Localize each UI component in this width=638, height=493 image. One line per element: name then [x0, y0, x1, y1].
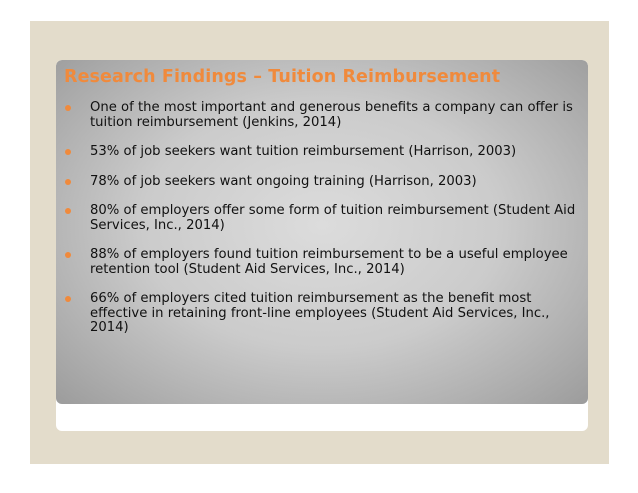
bullet-dot-icon	[65, 149, 71, 155]
slide-frame	[30, 21, 609, 464]
bullet-dot-icon	[65, 179, 71, 185]
bullet-text: 78% of job seekers want ongoing training (Harrison, 2003)	[90, 173, 477, 189]
bullet-dot-icon	[65, 105, 71, 111]
slide	[56, 60, 588, 431]
bullet-item	[62, 175, 578, 190]
bullet-item	[62, 101, 578, 130]
bullet-item	[62, 248, 578, 277]
bullet-text: 80% of employers offer some form of tuition reimbursement (Student Aid Services, Inc., 2014)	[90, 203, 576, 233]
bullet-dot-icon	[65, 296, 71, 302]
bullet-item	[62, 204, 578, 233]
slide-title: Research Findings – Tuition Reimbursement	[64, 67, 501, 87]
bullet-item	[62, 145, 578, 160]
bullet-list	[62, 101, 578, 351]
bullet-text: 66% of employers cited tuition reimbursement as the benefit most effective in retaining front-line employees (Student Aid Services, Inc., 2014)	[90, 291, 550, 335]
content-panel	[56, 60, 588, 404]
bullet-text: 53% of job seekers want tuition reimbursement (Harrison, 2003)	[90, 144, 517, 159]
bullet-text: One of the most important and generous benefits a company can offer is tuition reimbursement (Jenkins, 2014)	[90, 100, 573, 130]
bullet-dot-icon	[65, 252, 71, 258]
bullet-item	[62, 292, 578, 336]
bullet-text: 88% of employers found tuition reimbursement to be a useful employee retention tool (Student Aid Services, Inc., 2014)	[90, 247, 568, 277]
bullet-dot-icon	[65, 208, 71, 214]
